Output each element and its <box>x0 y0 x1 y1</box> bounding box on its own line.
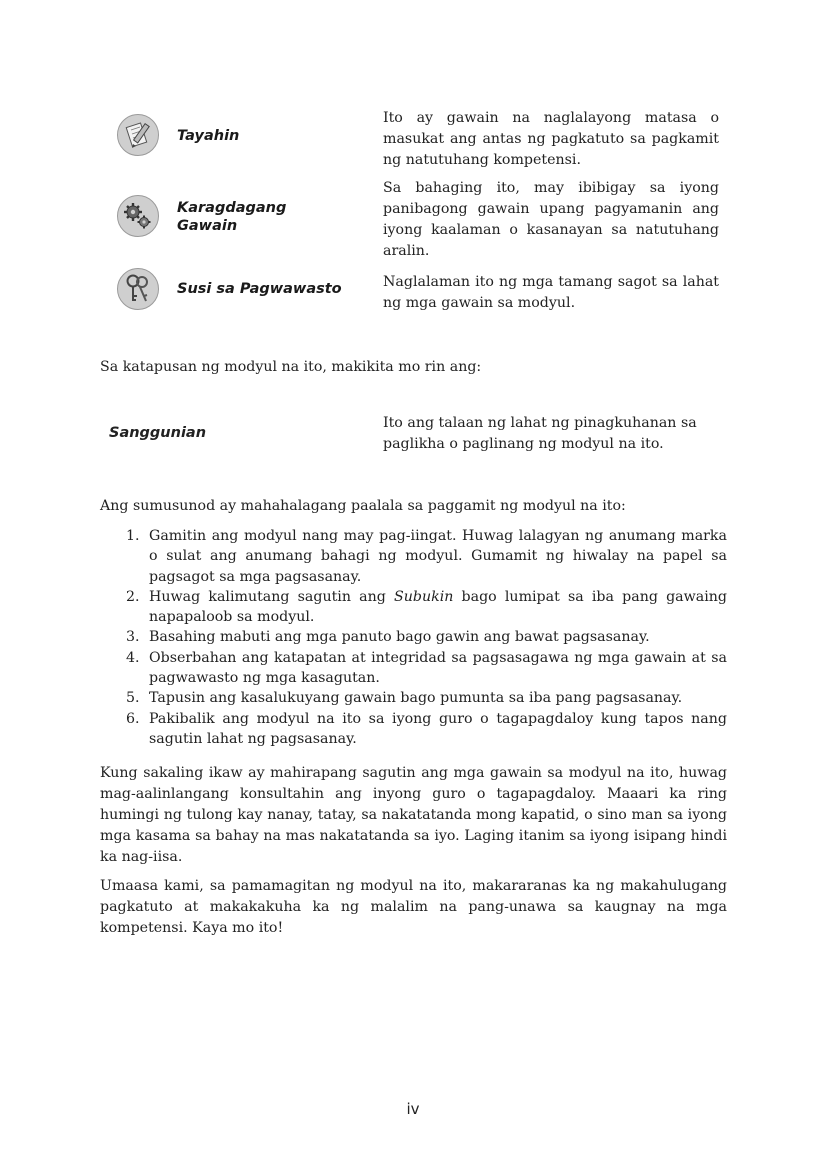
susi-sa-pagwawasto-description: Naglalaman ito ng mga tamang sagot sa lahat ng mga gawain sa modyul. <box>383 274 719 311</box>
reminders-list <box>122 526 727 749</box>
karagdagang-gawain-label-line2: Gawain <box>177 218 238 234</box>
karagdagang-gawain-description: Sa bahaging ito, may ibibigay sa iyong panibagong gawain upang pagyamanin ang iyong kaalaman o kasanayan sa natutuhang aralin. <box>383 180 719 259</box>
icon-row-tayahin <box>117 110 727 174</box>
list-item: 1. Gamitin ang modyul nang may pag-iingat. Huwag lalagyan ng anumang marka o sulat ang anumang bahagi ng modyul. Gumamit ng hiwalay na papel sa pagsagot sa mga pagsasanay. <box>126 528 727 585</box>
list-item: 5. Tapusin ang kasalukuyang gawain bago pumunta sa iba pang pagsasanay. <box>126 690 683 707</box>
icon-row-susi-sa-pagwawasto <box>117 268 727 318</box>
gears-icon <box>117 195 159 237</box>
help-paragraph: Kung sakaling ikaw ay mahirapang sagutin ang mga gawain sa modyul na ito, huwag mag-aalinlangang konsultahin ang inyong guro o tagapagdaloy. Maaari ka ring humingi ng tulong kay nanay, tatay, sa nakatatanda mong kapatid, o sino man sa iyong mga kasama sa bahay na mas nakatatanda sa iyo. Laging itanim sa iyong isipang hindi ka nag-iisa. <box>100 765 727 865</box>
keys-icon <box>117 268 159 310</box>
sanggunian-label: Sanggunian <box>109 425 207 441</box>
list-item: 3. Basahing mabuti ang mga panuto bago gawin ang bawat pagsasanay. <box>126 629 650 646</box>
end-intro-text: Sa katapusan ng modyul na ito, makikita mo rin ang: <box>100 359 482 375</box>
closing-paragraph: Umaasa kami, sa pamamagitan ng modyul na ito, makararanas ka ng makahulugang pagkatuto at makakakuha ka ng malalim na pang-unawa sa kaugnay na mga kompetensi. Kaya mo ito! <box>100 878 727 936</box>
karagdagang-gawain-label <box>177 199 286 235</box>
reminders-intro: Ang sumusunod ay mahahalagang paalala sa paggamit ng modyul na ito: <box>100 498 626 514</box>
list-item: 2. Huwag kalimutang sagutin ang Subukin bago lumipat sa iba pang gawaing napapaloob sa modyul. <box>126 588 727 626</box>
tayahin-label: Tayahin <box>177 128 240 144</box>
tayahin-description: Ito ay gawain na naglalayong matasa o masukat ang antas ng pagkatuto sa pagkamit ng natutuhang kompetensi. <box>383 110 719 168</box>
sanggunian-description: Ito ang talaan ng lahat ng pinagkuhanan sa paglikha o paglinang ng modyul na ito. <box>383 415 697 452</box>
icon-row-karagdagang-gawain <box>117 180 727 265</box>
pencil-paper-icon <box>117 114 159 156</box>
susi-sa-pagwawasto-label: Susi sa Pagwawasto <box>177 281 342 297</box>
subukin-emphasis: Subukin <box>394 588 454 605</box>
list-item: 6. Pakibalik ang modyul na ito sa iyong guro o tagapagdaloy kung tapos nang sagutin lahat ng pagsasanay. <box>126 710 727 747</box>
page-number: iv <box>406 1100 420 1118</box>
list-item: 4. Obserbahan ang katapatan at integridad sa pagsasagawa ng mga gawain at sa pagwawasto ng mga kasagutan. <box>126 649 727 687</box>
karagdagang-gawain-label-line1: Karagdagang <box>177 200 287 216</box>
